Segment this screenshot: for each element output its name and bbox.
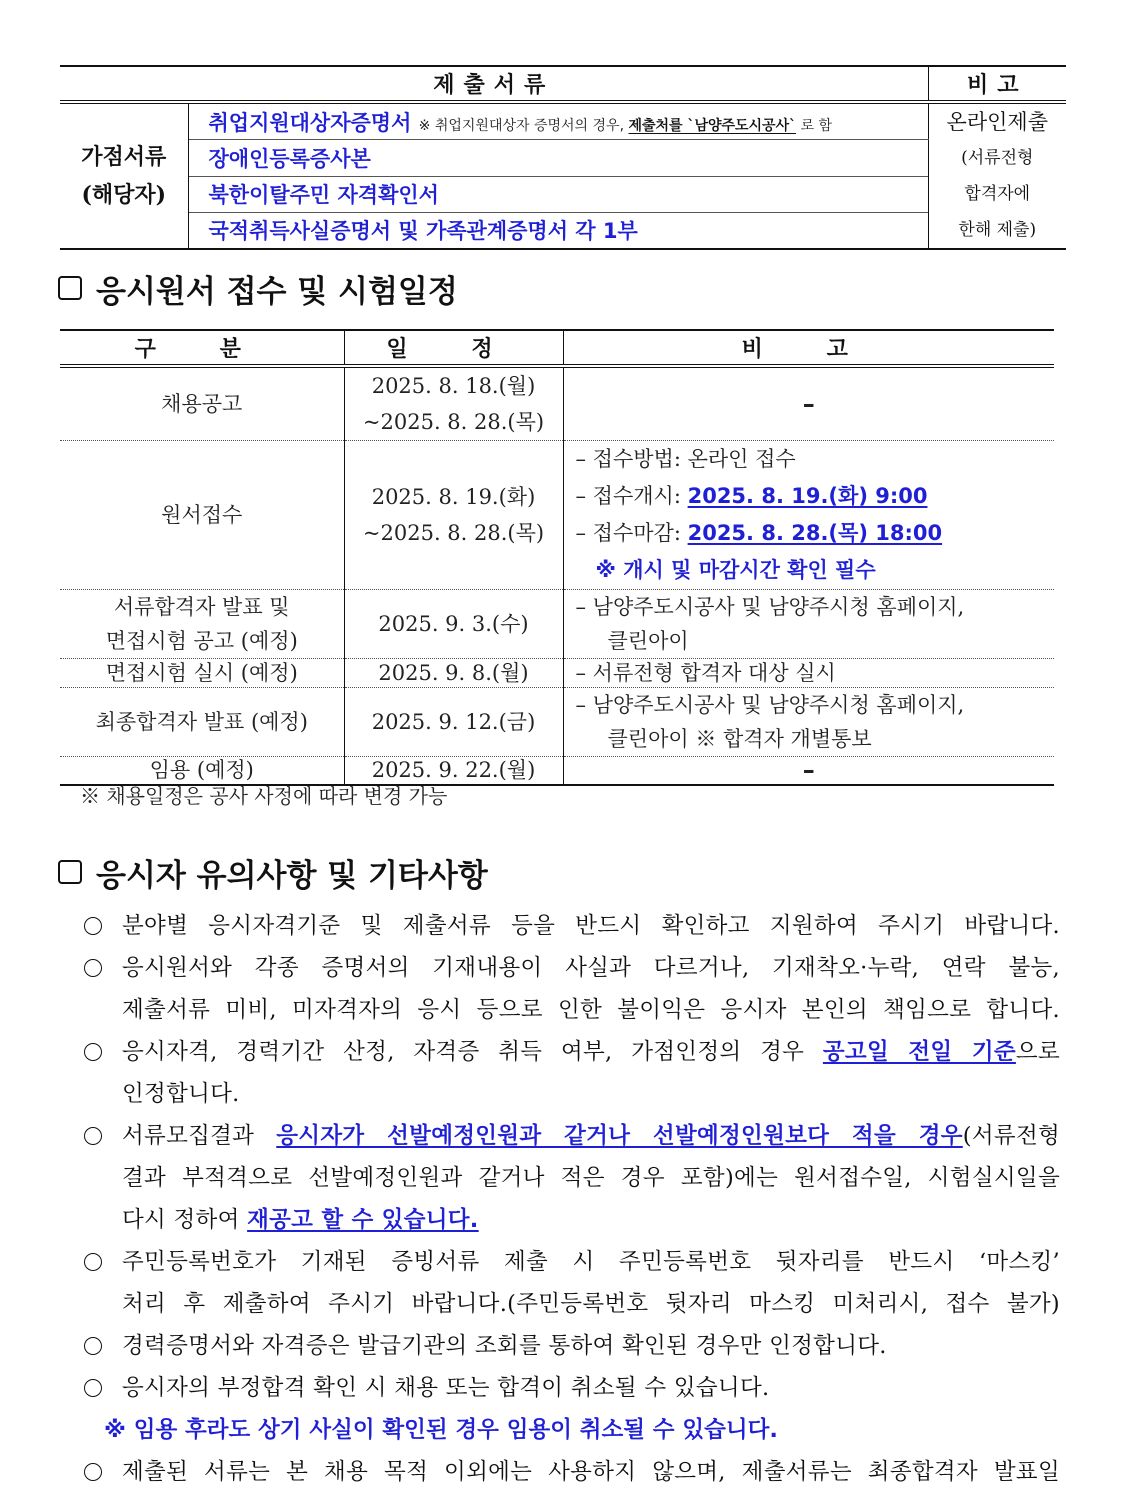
row-date bbox=[344, 441, 563, 590]
note-line bbox=[122, 1031, 1060, 1073]
category-line-1: 가점서류 bbox=[81, 144, 167, 170]
header-docs: 제출서류 bbox=[60, 66, 928, 102]
note-item bbox=[80, 1031, 1060, 1115]
section-heading-notes bbox=[58, 852, 488, 892]
note-item bbox=[80, 1115, 1060, 1241]
note-line bbox=[122, 1199, 1060, 1241]
remark-line-1: – 남양주도시공사 및 남양주시청 홈페이지, bbox=[575, 595, 965, 619]
doc-item: 장애인등록증사본 bbox=[188, 140, 928, 176]
header-category: 구 분 bbox=[60, 330, 344, 366]
remark-open bbox=[576, 478, 1055, 515]
remark-line-3: 합격자에 bbox=[964, 184, 1031, 204]
doc-item-note bbox=[419, 118, 832, 134]
header-remark: 비고 bbox=[928, 66, 1066, 102]
row-category: 최종합격자 발표 (예정) bbox=[60, 688, 344, 757]
circle-bullet-icon bbox=[84, 1253, 102, 1271]
date-end: ~2025. 8. 28.(목) bbox=[362, 410, 545, 434]
row-category: 면접시험 실시 (예정) bbox=[60, 659, 344, 688]
circle-bullet-icon bbox=[84, 1379, 102, 1397]
doc-item bbox=[188, 102, 928, 140]
note-text: 인정합니다. bbox=[122, 1081, 240, 1107]
note-text: 처리 후 제출하여 주시기 바랍니다.(주민등록번호 뒷자리 마스킹 미처리시, 접수 불가) bbox=[122, 1291, 1060, 1317]
circle-bullet-icon bbox=[84, 1463, 102, 1481]
checkbox-icon bbox=[58, 276, 82, 300]
circle-bullet-icon bbox=[84, 1127, 102, 1145]
note-text-end: 로 함 bbox=[800, 117, 833, 134]
documents-table bbox=[60, 65, 1066, 250]
remark-line-2: 클린아이 ※ 합격자 개별통보 bbox=[607, 727, 872, 751]
remark-cell bbox=[928, 102, 1066, 249]
documents-table-header bbox=[60, 66, 1066, 102]
note-text: 응시자격, 경력기간 산정, 자격증 취득 여부, 가점인정의 경우 bbox=[122, 1039, 823, 1065]
remark-warning: ※ 개시 및 마감시간 확인 필수 bbox=[595, 558, 876, 582]
note-text: 제출서류 미비, 미자격자의 응시 등으로 인한 불이익은 응시자 본인의 책임으로 합니다. bbox=[122, 997, 1060, 1023]
section-heading-text: 응시원서 접수 및 시험일정 bbox=[96, 273, 458, 310]
row-remark bbox=[563, 441, 1054, 590]
note-item bbox=[80, 1451, 1060, 1493]
note-text: 주민등록번호가 기재된 증빙서류 제출 시 주민등록번호 뒷자리를 반드시 ‘마스킹’ bbox=[122, 1249, 1060, 1275]
schedule-row bbox=[60, 366, 1054, 441]
category-line-1: 서류합격자 발표 및 bbox=[113, 595, 290, 619]
row-remark bbox=[563, 590, 1054, 659]
schedule-table bbox=[60, 329, 1054, 786]
row-date bbox=[344, 366, 563, 441]
remark-close bbox=[576, 515, 1055, 552]
schedule-header bbox=[60, 330, 1054, 366]
section-heading-schedule bbox=[58, 268, 458, 308]
schedule-footnote: ※ 채용일정은 공사 사정에 따라 변경 가능 bbox=[80, 784, 448, 808]
note-bold: 제출처를 `남양주도시공사` bbox=[628, 117, 797, 134]
remark-open-label: – 접수개시: bbox=[575, 484, 681, 508]
row-date: 2025. 9. 3.(수) bbox=[344, 590, 563, 659]
date-start: 2025. 8. 19.(화) bbox=[371, 485, 536, 509]
note-text: 분야별 응시자격기준 및 제출서류 등을 반드시 확인하고 지원하여 주시기 바랍니다. bbox=[122, 913, 1060, 939]
note-highlight: 재공고 할 수 있습니다. bbox=[247, 1207, 479, 1233]
note-text: 으로 bbox=[1015, 1039, 1060, 1065]
row-date: 2025. 9. 12.(금) bbox=[344, 688, 563, 757]
date-end: ~2025. 8. 28.(목) bbox=[362, 521, 545, 545]
note-highlight: 응시자가 선발예정인원과 같거나 선발예정인원보다 적을 경우 bbox=[276, 1123, 963, 1149]
header-remark: 비 고 bbox=[563, 330, 1054, 366]
note-item bbox=[80, 1241, 1060, 1325]
note-text: ※ 취업지원대상자 증명서의 경우, bbox=[418, 117, 625, 134]
remark-close-value: 2025. 8. 28.(목) 18:00 bbox=[687, 521, 943, 545]
checkbox-icon bbox=[58, 860, 82, 884]
row-category: 원서접수 bbox=[60, 441, 344, 590]
category-line-2: 면접시험 공고 (예정) bbox=[105, 629, 298, 653]
header-date: 일 정 bbox=[344, 330, 563, 366]
remark-line-4: 한해 제출) bbox=[958, 220, 1037, 240]
note-text: 응시원서와 각종 증명서의 기재내용이 사실과 다르거나, 기재착오·누락, 연락 불능, bbox=[122, 955, 1060, 981]
note-item bbox=[80, 1367, 1060, 1409]
category-line-2: (해당자) bbox=[81, 182, 167, 208]
note-item bbox=[80, 1325, 1060, 1367]
row-remark: – 서류전형 합격자 대상 실시 bbox=[563, 659, 1054, 688]
note-text: 다시 정하여 bbox=[122, 1207, 248, 1233]
note-text: 결과 부적격으로 선발예정인원과 같거나 적은 경우 포함)에는 원서접수일, 시험실시일을 bbox=[122, 1165, 1060, 1191]
row-remark: – bbox=[563, 366, 1054, 441]
circle-bullet-icon bbox=[84, 1337, 102, 1355]
note-text: 경력증명서와 자격증은 발급기관의 조회를 통하여 확인된 경우만 인정합니다. bbox=[122, 1333, 887, 1359]
notes-list bbox=[80, 905, 1060, 1493]
circle-bullet-icon bbox=[84, 959, 102, 977]
date-start: 2025. 8. 18.(월) bbox=[371, 374, 536, 398]
note-item bbox=[80, 947, 1060, 1031]
row-remark bbox=[563, 688, 1054, 757]
note-item bbox=[80, 905, 1060, 947]
schedule-row bbox=[60, 590, 1054, 659]
row-category bbox=[60, 590, 344, 659]
remark-open-value: 2025. 8. 19.(화) 9:00 bbox=[687, 484, 928, 508]
remark-close-label: – 접수마감: bbox=[575, 521, 681, 545]
remark-line-1: 온라인제출 bbox=[946, 110, 1048, 134]
section-heading-text: 응시자 유의사항 및 기타사항 bbox=[96, 857, 488, 894]
remark-line-2: 클린아이 bbox=[607, 629, 689, 653]
note-text: (서류전형 bbox=[962, 1123, 1061, 1149]
remark-method: – 접수방법: 온라인 접수 bbox=[575, 447, 796, 471]
category-cell bbox=[60, 102, 188, 249]
remark-line-2: (서류전형 bbox=[961, 148, 1034, 168]
row-date: 2025. 9. 8.(월) bbox=[344, 659, 563, 688]
circle-bullet-icon bbox=[84, 917, 102, 935]
circle-bullet-icon bbox=[84, 1043, 102, 1061]
schedule-row bbox=[60, 659, 1054, 688]
row-category: 채용공고 bbox=[60, 366, 344, 441]
doc-item-label: 취업지원대상자증명서 bbox=[208, 110, 412, 135]
note-highlight: 공고일 전일 기준 bbox=[822, 1039, 1016, 1065]
note-text: 제출된 서류는 본 채용 목적 이외에는 사용하지 않으며, 제출서류는 최종합격자 발표일 bbox=[122, 1459, 1060, 1485]
note-text: 응시자의 부정합격 확인 시 채용 또는 합격이 취소될 수 있습니다. bbox=[122, 1375, 770, 1401]
doc-item: 북한이탈주민 자격확인서 bbox=[188, 176, 928, 212]
note-text: 서류모집결과 bbox=[122, 1123, 277, 1149]
doc-item: 국적취득사실증명서 및 가족관계증명서 각 1부 bbox=[208, 219, 638, 244]
schedule-row bbox=[60, 688, 1054, 757]
note-line bbox=[122, 1115, 1060, 1157]
row-date: 2025. 9. 22.(월) bbox=[344, 757, 563, 786]
row-remark: – bbox=[563, 757, 1054, 786]
schedule-row bbox=[60, 441, 1054, 590]
remark-line-1: – 남양주도시공사 및 남양주시청 홈페이지, bbox=[575, 693, 965, 717]
row-category: 임용 (예정) bbox=[149, 758, 254, 782]
warning-note: ※ 임용 후라도 상기 사실이 확인된 경우 임용이 취소될 수 있습니다. bbox=[104, 1417, 778, 1443]
